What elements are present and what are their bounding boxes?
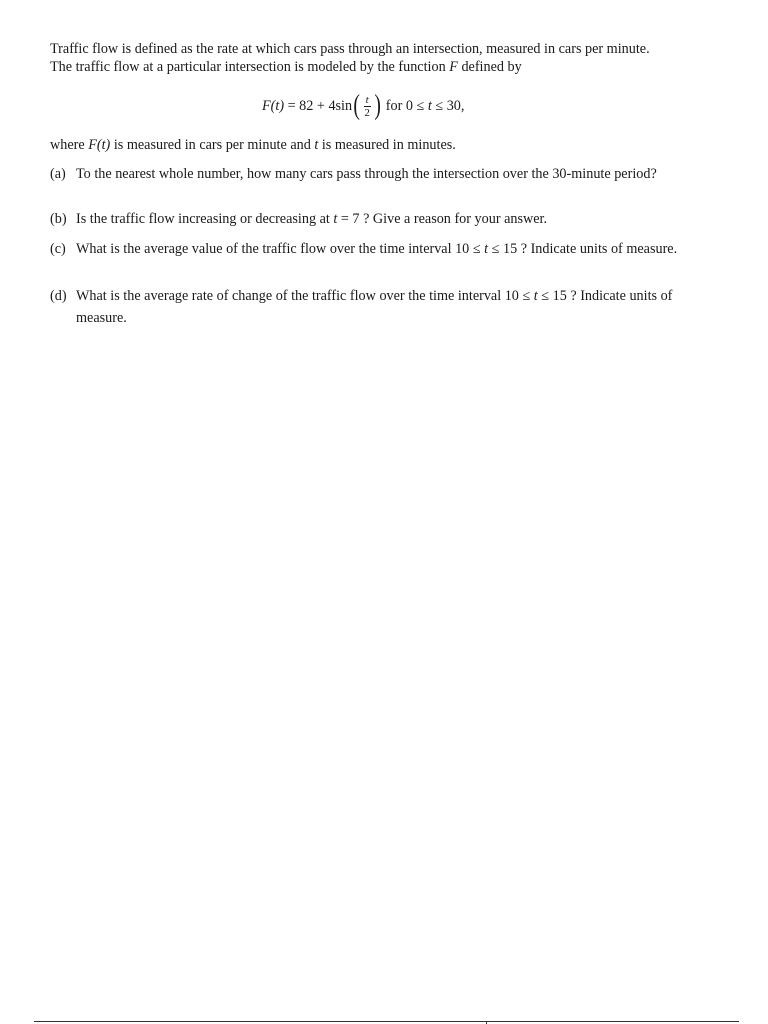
part-b-text-1: Is the traffic flow increasing or decreasing at bbox=[76, 211, 334, 227]
part-b-label: (b) bbox=[50, 211, 67, 227]
formula-rhs: = 82 + 4sin bbox=[284, 98, 353, 114]
function-formula bbox=[262, 92, 464, 120]
where-ft: F(t) bbox=[88, 137, 111, 153]
fraction-denominator: 2 bbox=[364, 106, 370, 119]
where-text-1: where bbox=[50, 137, 89, 153]
where-text-2: is measured in cars per minute and bbox=[110, 137, 315, 153]
part-c-text bbox=[76, 238, 691, 260]
intro-line-2-end: defined by bbox=[457, 59, 522, 75]
right-paren: ) bbox=[374, 90, 381, 121]
part-b-text bbox=[76, 210, 710, 228]
footer-rule bbox=[34, 1021, 739, 1022]
part-b bbox=[50, 210, 710, 228]
part-d-text-2: ≤ 15 ? Indicate units of measure. bbox=[76, 288, 673, 326]
part-d bbox=[50, 287, 710, 329]
fraction bbox=[362, 94, 372, 119]
part-c-var: t bbox=[484, 241, 489, 257]
problem-intro bbox=[50, 40, 740, 76]
formula-domain: for 0 ≤ bbox=[382, 98, 428, 114]
part-c-label: (c) bbox=[50, 241, 66, 257]
part-b-text-2: = 7 ? Give a reason for your answer. bbox=[337, 211, 548, 227]
fraction-numerator: t bbox=[365, 93, 369, 106]
part-a bbox=[50, 165, 710, 183]
formula-lhs: F(t) bbox=[262, 98, 285, 114]
left-paren: ( bbox=[353, 90, 361, 121]
where-text-3: is measured in minutes. bbox=[318, 137, 456, 153]
part-c bbox=[50, 240, 710, 260]
part-b-var: t bbox=[333, 211, 338, 227]
part-a-label: (a) bbox=[50, 166, 66, 182]
formula-domain-end: ≤ 30, bbox=[431, 98, 465, 114]
where-t: t bbox=[314, 137, 319, 153]
part-a-text: To the nearest whole number, how many cars pass through the intersection over the 30-minute period? bbox=[76, 166, 657, 182]
part-d-var: t bbox=[533, 288, 538, 304]
formula-domain-var: t bbox=[427, 98, 432, 114]
where-statement bbox=[50, 136, 740, 154]
intro-line-1: Traffic flow is defined as the rate at which cars pass through an intersection, measured in cars per minute. bbox=[50, 41, 650, 57]
part-d-text bbox=[76, 285, 691, 329]
intro-line-2 bbox=[50, 58, 740, 76]
part-c-text-2: ≤ 15 ? Indicate units of measure. bbox=[488, 241, 678, 257]
part-c-text-1: What is the average value of the traffic flow over the time interval 10 ≤ bbox=[76, 241, 485, 257]
function-name: F bbox=[449, 59, 458, 75]
part-d-label: (d) bbox=[50, 288, 67, 304]
intro-line-2-text: The traffic flow at a particular intersection is modeled by the function bbox=[50, 59, 450, 75]
part-d-text-1: What is the average rate of change of the traffic flow over the time interval 10 ≤ bbox=[76, 288, 534, 304]
